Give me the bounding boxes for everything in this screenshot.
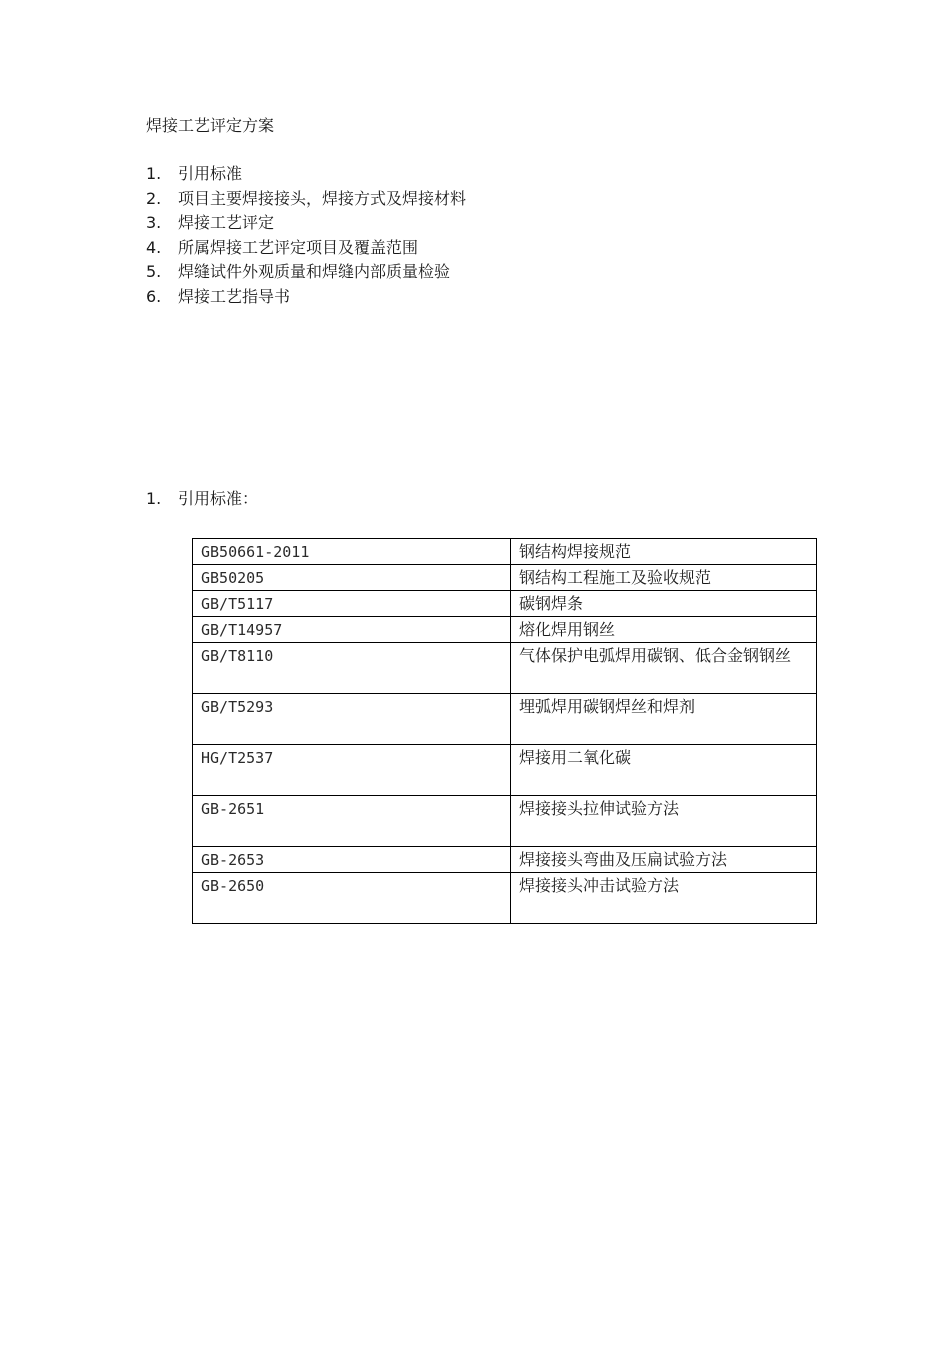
toc-item-number: 2. <box>146 188 162 208</box>
document-title: 焊接工艺评定方案 <box>146 116 275 135</box>
table-row <box>193 694 817 745</box>
standard-name: 钢结构焊接规范 <box>511 539 817 565</box>
standards-table <box>192 538 817 924</box>
table-row <box>193 539 817 565</box>
standard-name: 碳钢焊条 <box>511 591 817 617</box>
standard-code: GB-2650 <box>193 873 511 924</box>
standard-name: 焊接接头冲击试验方法 <box>511 873 817 924</box>
standard-code: GB50661-2011 <box>193 539 511 565</box>
toc-item-text: 焊接工艺指导书 <box>178 286 291 306</box>
table-row <box>193 591 817 617</box>
section-heading <box>146 487 258 511</box>
table-row <box>193 847 817 873</box>
toc-item <box>146 211 466 236</box>
table-row <box>193 617 817 643</box>
toc-item-number: 4. <box>146 237 162 257</box>
section-title: 引用标准： <box>178 489 259 508</box>
toc-item-number: 6. <box>146 286 162 306</box>
toc-item-number: 1. <box>146 164 162 183</box>
table-row <box>193 565 817 591</box>
standard-code: GB-2653 <box>193 847 511 873</box>
toc-item <box>146 187 466 212</box>
toc-item <box>146 260 466 285</box>
toc-item-text: 项目主要焊接接头，焊接方式及焊接材料 <box>178 188 467 208</box>
standard-name: 气体保护电弧焊用碳钢、低合金钢钢丝 <box>511 643 817 694</box>
table-row <box>193 745 817 796</box>
standard-name: 焊接接头弯曲及压扁试验方法 <box>511 847 817 873</box>
toc-item-text: 所属焊接工艺评定项目及覆盖范围 <box>178 237 419 257</box>
standard-code: GB/T5293 <box>193 694 511 745</box>
toc-item-text: 引用标准 <box>178 164 243 183</box>
table-of-contents <box>146 162 466 310</box>
toc-item <box>146 285 466 310</box>
toc-item-number: 5. <box>146 262 162 282</box>
toc-item <box>146 236 466 261</box>
toc-item <box>146 162 466 187</box>
standard-code: GB/T8110 <box>193 643 511 694</box>
standard-code: GB-2651 <box>193 796 511 847</box>
standard-name: 焊接接头拉伸试验方法 <box>511 796 817 847</box>
toc-item-text: 焊接工艺评定 <box>178 213 275 233</box>
standard-code: GB/T5117 <box>193 591 511 617</box>
standard-name: 熔化焊用钢丝 <box>511 617 817 643</box>
section-number: 1. <box>146 489 162 508</box>
standard-code: GB50205 <box>193 565 511 591</box>
toc-item-text: 焊缝试件外观质量和焊缝内部质量检验 <box>178 262 451 282</box>
standard-name: 埋弧焊用碳钢焊丝和焊剂 <box>511 694 817 745</box>
table-row <box>193 796 817 847</box>
standard-code: HG/T2537 <box>193 745 511 796</box>
table-row <box>193 873 817 924</box>
standard-code: GB/T14957 <box>193 617 511 643</box>
standard-name: 焊接用二氧化碳 <box>511 745 817 796</box>
standard-name: 钢结构工程施工及验收规范 <box>511 565 817 591</box>
toc-item-number: 3. <box>146 213 162 233</box>
table-row <box>193 643 817 694</box>
